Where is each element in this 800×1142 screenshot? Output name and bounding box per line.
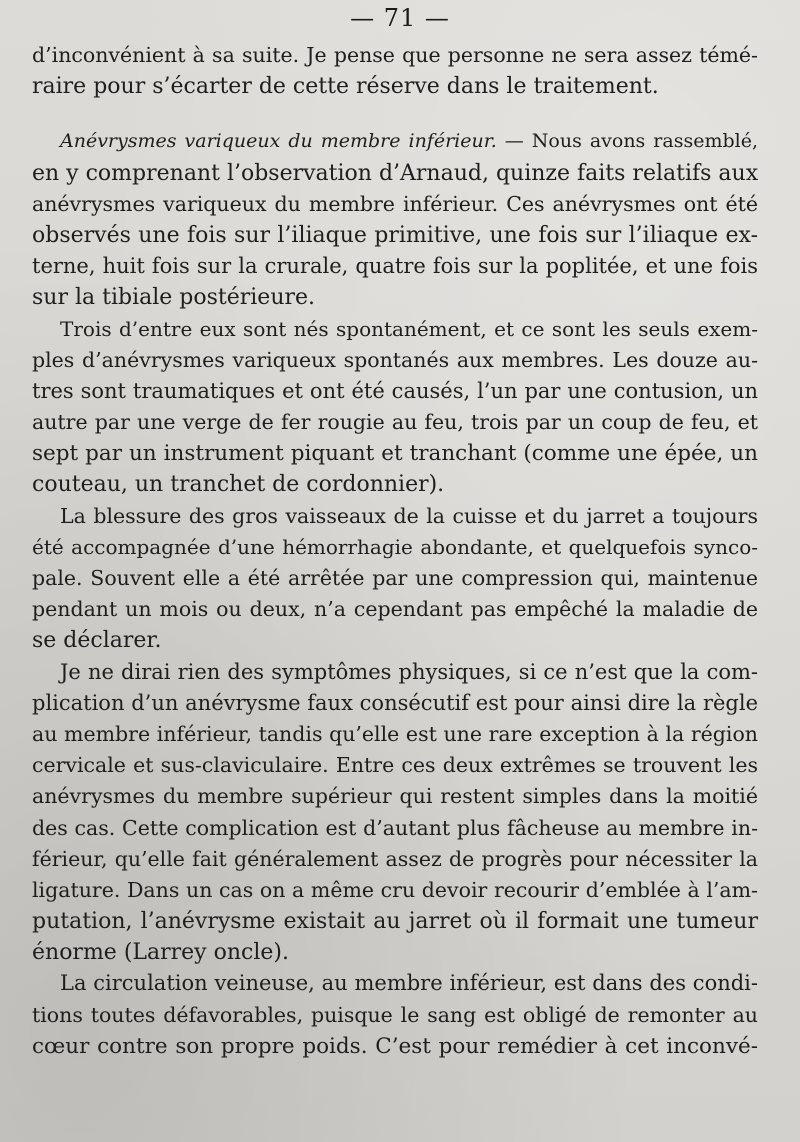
paragraph-6 (32, 968, 758, 1062)
text-line: autre par une verge de fer rougie au feu, trois par un coup de feu, et (32, 410, 758, 435)
text-line: Trois d’entre eux sont nés spontanément, et ce sont les seuls exem- (60, 316, 758, 341)
text-line: anévrysmes du membre supérieur qui restent simples dans la moitié (32, 784, 758, 809)
text-line: tions toutes défavorables, puisque le sang est obligé de remonter au (32, 1002, 758, 1027)
text-line: cervicale et sus-claviculaire. Entre ces deux extrêmes se trouvent les (32, 753, 758, 778)
text-line: La circulation veineuse, au membre inférieur, est dans des condi- (60, 971, 758, 996)
paragraph-5 (32, 657, 758, 969)
text-line: Je ne dirai rien des symptômes physiques, si ce n’est que la com- (60, 659, 758, 684)
text-line: se déclarer. (32, 628, 162, 654)
text-line: cœur contre son propre poids. C’est pour remédier à cet inconvé- (32, 1033, 758, 1059)
text-line: sept par un instrument piquant et tranchant (comme une épée, un (32, 441, 758, 467)
text-line: observés une fois sur l’iliaque primitive, une fois sur l’iliaque ex- (32, 222, 758, 248)
text-line: été accompagnée d’une hémorrhagie abondante, et quelquefois synco- (32, 534, 758, 559)
text-line: ligature. Dans un cas on a même cru devoir recourir d’emblée à l’am- (32, 877, 758, 902)
text-line: tres sont traumatiques et ont été causés, l’un par une contusion, un (32, 378, 758, 403)
text-line: anévrysmes variqueux du membre inférieur. Ces anévrysmes ont été (32, 191, 758, 216)
text-line: couteau, un tranchet de cordonnier). (32, 472, 445, 498)
paragraph-4 (32, 501, 758, 657)
text-line: putation, l’anévrysme existait au jarret où il formait une tumeur (32, 909, 758, 935)
body-text (32, 40, 758, 1062)
text-line: d’inconvénient à sa suite. Je pense que personne ne sera assez témé- (32, 43, 758, 67)
text-line: terne, huit fois sur la crurale, quatre fois sur la poplitée, et une fois (32, 254, 758, 279)
text-line: La blessure des gros vaisseaux de la cuisse et du jarret a toujours (60, 503, 758, 528)
heading-continuation: — Nous avons rassemblé, (504, 130, 758, 153)
page-number: — 71 — (350, 4, 450, 32)
text-line (32, 126, 758, 157)
section-heading: Anévrysmes variqueux du membre inférieur. (60, 130, 497, 153)
paragraph-3 (32, 314, 758, 501)
text-line: raire pour s’écarter de cette réserve dans le traitement. (32, 74, 659, 100)
section-gap (32, 102, 758, 126)
text-line: pendant un mois ou deux, n’a cependant pas empêché la maladie de (32, 597, 758, 622)
text-line: férieur, qu’elle fait généralement assez de progrès pour nécessiter la (32, 846, 758, 871)
text-line: en y comprenant l’observation d’Arnaud, quinze faits relatifs aux (32, 160, 759, 186)
text-line: sur la tibiale postérieure. (32, 285, 316, 311)
text-line: des cas. Cette complication est d’autant plus fâcheuse au membre in- (32, 815, 758, 840)
paragraph-1 (32, 40, 758, 102)
text-line: pale. Souvent elle a été arrêtée par une compression qui, maintenue (32, 566, 758, 590)
text-line: ples d’anévrysmes variqueux spontanés aux membres. Les douze au- (32, 347, 758, 372)
text-line: énorme (Larrey oncle). (32, 940, 289, 966)
text-line: plication d’un anévrysme faux consécutif est pour ainsi dire la règle (32, 690, 758, 715)
paragraph-2 (32, 126, 758, 313)
text-line: au membre inférieur, tandis qu’elle est une rare exception à la région (32, 721, 758, 746)
